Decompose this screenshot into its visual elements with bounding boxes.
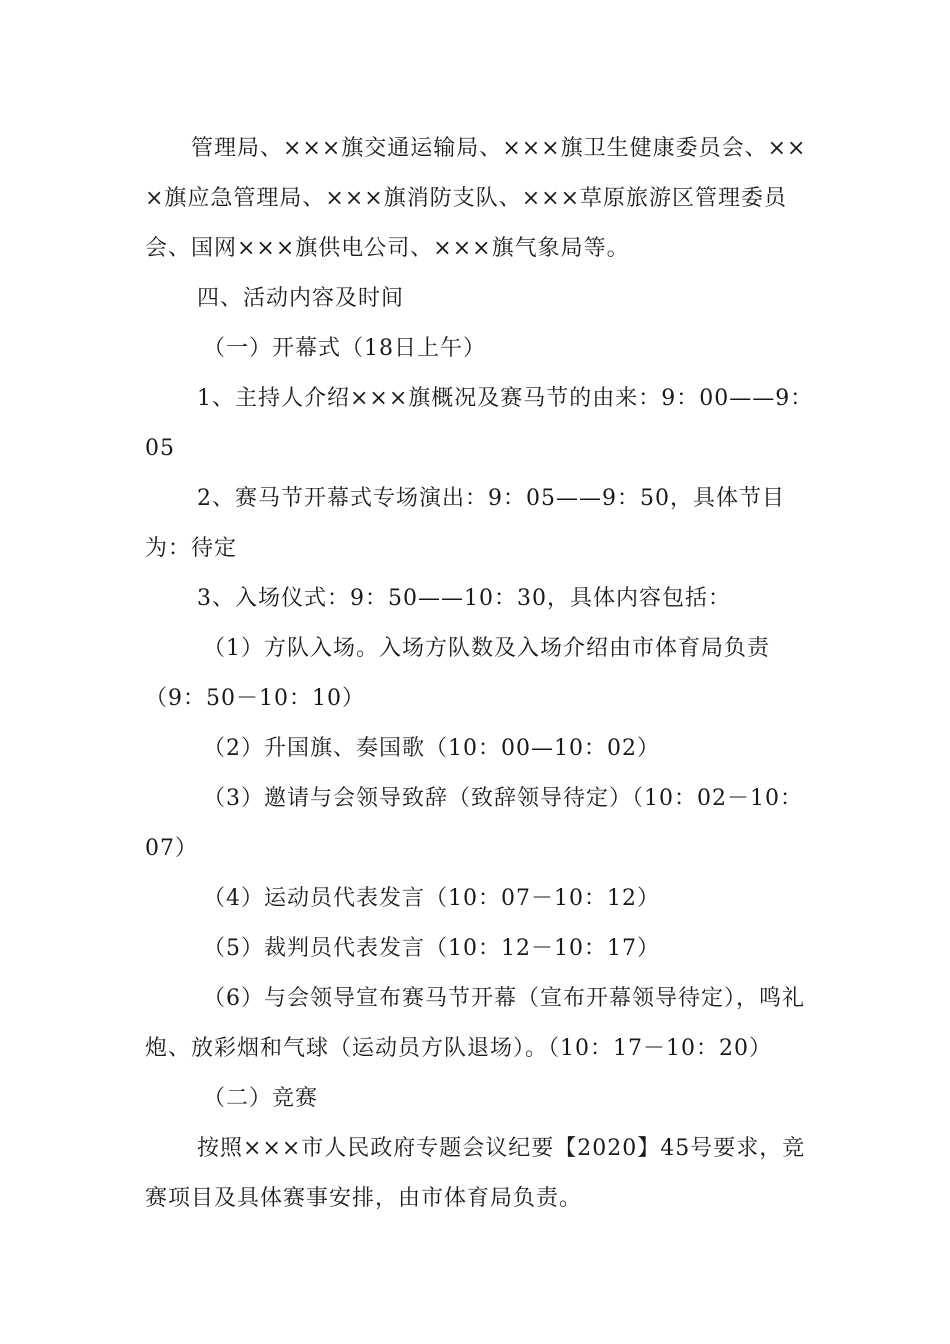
paragraph-competition-details: 按照×××市人民政府专题会议纪要【2020】45号要求，竞赛项目及具体赛事安排，由市体育局负责。 <box>145 1136 806 1211</box>
list-item-host-intro: 1、主持人介绍×××旗概况及赛马节的由来：9：00——9：05 <box>145 386 814 461</box>
document-body <box>145 124 815 1224</box>
paragraph-agency-list: 管理局、×××旗交通运输局、×××旗卫生健康委员会、×××旗应急管理局、×××旗消防支队、×××草原旅游区管理委员会、国网×××旗供电公司、×××旗气象局等。 <box>145 136 807 261</box>
sub-item-team-entrance: （1）方队入场。入场方队数及入场介绍由市体育局负责（9：50－10：10） <box>145 636 770 711</box>
section-heading-activities: 四、活动内容及时间 <box>197 286 405 311</box>
list-item-performance: 2、赛马节开幕式专场演出：9：05——9：50，具体节目为：待定 <box>145 486 785 561</box>
subsection-heading-opening: （一）开幕式（18日上午） <box>203 336 486 361</box>
sub-item-leader-speech: （3）邀请与会领导致辞（致辞领导待定）（10：02－10：07） <box>145 786 803 861</box>
sub-item-opening-announcement: （6）与会领导宣布赛马节开幕（宣布开幕领导待定），鸣礼炮、放彩烟和气球（运动员方队退场）。（10：17－10：20） <box>145 986 805 1061</box>
subsection-heading-competition: （二）竞赛 <box>203 1086 319 1111</box>
sub-item-flag-anthem: （2）升国旗、奏国歌（10：00—10：02） <box>203 736 660 761</box>
sub-item-athlete-speech: （4）运动员代表发言（10：07－10：12） <box>203 886 660 911</box>
list-item-entrance-ceremony: 3、入场仪式：9：50——10：30，具体内容包括： <box>197 586 731 611</box>
sub-item-referee-speech: （5）裁判员代表发言（10：12－10：17） <box>203 936 660 961</box>
